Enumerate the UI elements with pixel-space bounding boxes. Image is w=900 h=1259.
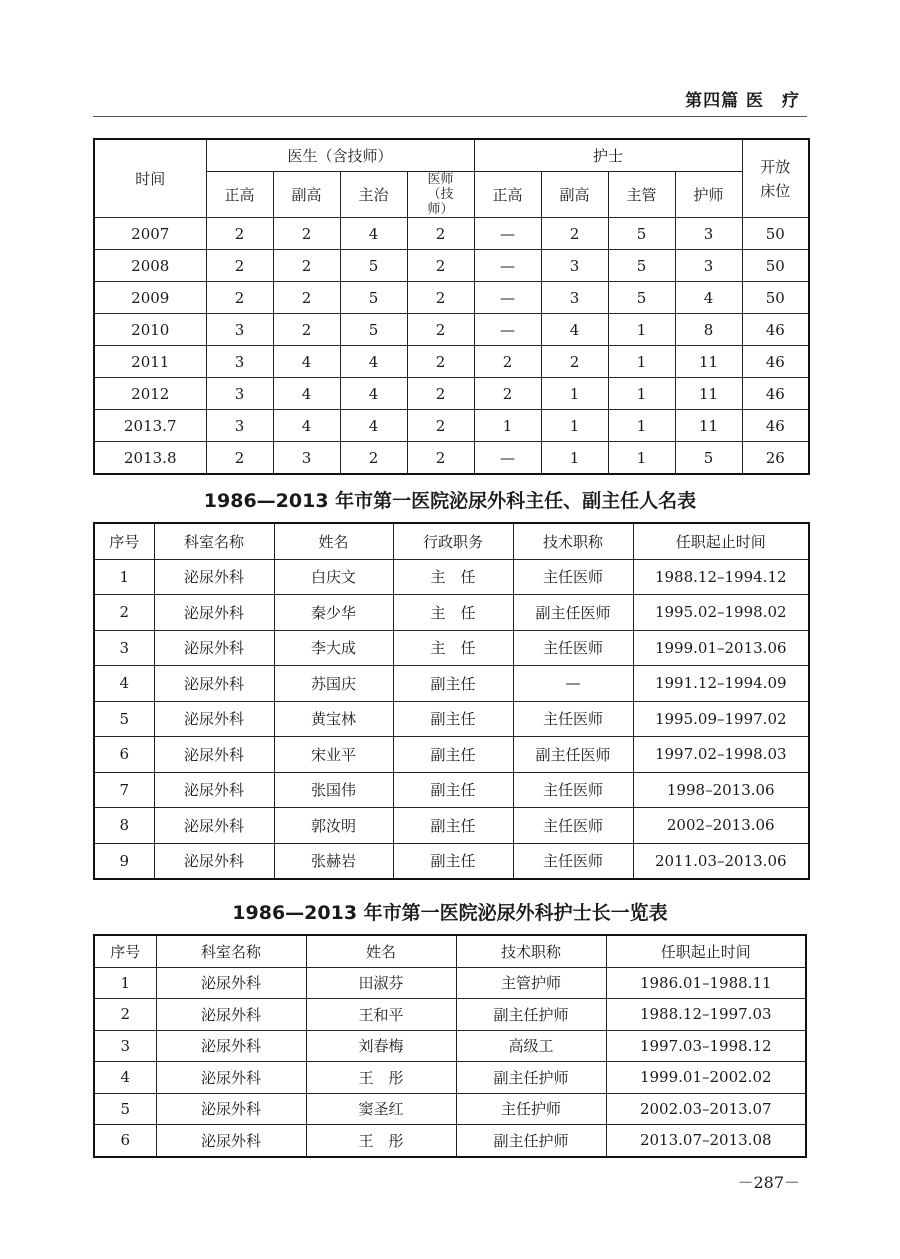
table-cell: 2 (407, 314, 474, 346)
staff-count-table (93, 138, 810, 475)
column-header: 任职起止时间 (606, 935, 806, 967)
table-cell: 3 (541, 282, 608, 314)
table-cell: 50 (742, 282, 809, 314)
table-cell: 2 (541, 218, 608, 250)
table-cell: 1986.01–1988.11 (606, 967, 806, 999)
table-cell: 泌尿外科 (156, 967, 306, 999)
table-cell: 2013.7 (94, 410, 206, 442)
table-cell: — (474, 218, 541, 250)
table-cell: 泌尿外科 (156, 1125, 306, 1157)
table-cell: 主 任 (393, 630, 513, 666)
table-cell: 泌尿外科 (154, 666, 274, 702)
table-cell: 泌尿外科 (154, 630, 274, 666)
table-cell: 1 (541, 410, 608, 442)
table-cell: 1999.01–2002.02 (606, 1062, 806, 1094)
table-cell: 1 (474, 410, 541, 442)
table-cell: 王和平 (306, 999, 456, 1031)
head-nurse-table (93, 934, 807, 1158)
table-cell: 1998–2013.06 (633, 772, 809, 808)
table-cell: 泌尿外科 (156, 999, 306, 1031)
table-cell: 3 (206, 378, 273, 410)
table-cell: 2011.03–2013.06 (633, 843, 809, 879)
column-header: 姓名 (306, 935, 456, 967)
table-cell: 4 (340, 218, 407, 250)
table-cell: 张赫岩 (274, 843, 393, 879)
table-cell: 副主任 (393, 808, 513, 844)
column-header: 任职起止时间 (633, 523, 809, 559)
table-cell: 4 (340, 410, 407, 442)
table-cell: 郭汝明 (274, 808, 393, 844)
table-row (94, 1062, 806, 1094)
table-cell: 4 (541, 314, 608, 346)
table-cell: 2008 (94, 250, 206, 282)
table-cell: 泌尿外科 (156, 1030, 306, 1062)
table-cell: 5 (608, 218, 675, 250)
column-header: 技术职称 (456, 935, 606, 967)
table-cell: 46 (742, 314, 809, 346)
header-doctor-col: 正高 (206, 172, 273, 218)
table-cell: 4 (340, 346, 407, 378)
table-cell: 副主任 (393, 772, 513, 808)
header-beds-label: 开放床位 (760, 157, 791, 200)
table-cell: 王 彤 (306, 1062, 456, 1094)
table-cell: — (474, 314, 541, 346)
header-rule (93, 116, 807, 117)
header-nurse-col: 主管 (608, 172, 675, 218)
table-cell: 7 (94, 772, 154, 808)
table-cell: 2 (407, 346, 474, 378)
table-cell: 主任医师 (513, 808, 633, 844)
table-cell: 泌尿外科 (154, 808, 274, 844)
table-cell: — (474, 250, 541, 282)
table-cell: 3 (273, 442, 340, 475)
table-cell: 副主任 (393, 666, 513, 702)
table-row (94, 1093, 806, 1125)
table-cell: 副主任 (393, 737, 513, 773)
table-cell: — (474, 442, 541, 475)
table-cell: 2007 (94, 218, 206, 250)
table-row (94, 999, 806, 1031)
table-cell: 46 (742, 346, 809, 378)
table-cell: 8 (94, 808, 154, 844)
table-row (94, 737, 809, 773)
table-cell: 11 (675, 346, 742, 378)
table-cell: 副主任医师 (513, 737, 633, 773)
table-cell: 5 (340, 282, 407, 314)
table-cell: 5 (608, 282, 675, 314)
table-row (94, 630, 809, 666)
table-row (94, 314, 809, 346)
table-cell: 1995.02–1998.02 (633, 595, 809, 631)
table-row (94, 595, 809, 631)
table-cell: 2009 (94, 282, 206, 314)
table-cell: 泌尿外科 (154, 701, 274, 737)
table-cell: 1988.12–1997.03 (606, 999, 806, 1031)
table-cell: 1 (541, 378, 608, 410)
table-cell: 46 (742, 378, 809, 410)
table-cell: 张国伟 (274, 772, 393, 808)
table-cell: 2 (474, 378, 541, 410)
table-cell: 3 (206, 410, 273, 442)
table-cell: 4 (273, 346, 340, 378)
table-cell: 白庆文 (274, 559, 393, 595)
table-cell: 田淑芬 (306, 967, 456, 999)
header-doctor-col: 主治 (340, 172, 407, 218)
table-cell: 2011 (94, 346, 206, 378)
table-cell: 5 (675, 442, 742, 475)
table-cell: 王 彤 (306, 1125, 456, 1157)
table-cell: 2012 (94, 378, 206, 410)
table-cell: 1999.01–2013.06 (633, 630, 809, 666)
table-cell: 4 (94, 666, 154, 702)
header-doctor-col: 副高 (273, 172, 340, 218)
table-cell: 2013.8 (94, 442, 206, 475)
table-cell: 1 (608, 442, 675, 475)
table-cell: 6 (94, 737, 154, 773)
table-cell: 泌尿外科 (154, 737, 274, 773)
table-cell: 1 (608, 378, 675, 410)
table-cell: 泌尿外科 (154, 843, 274, 879)
table-row (94, 250, 809, 282)
table-cell: 2 (94, 999, 156, 1031)
table-cell: 副主任护师 (456, 1125, 606, 1157)
table-cell: 2002–2013.06 (633, 808, 809, 844)
table-cell: 2 (340, 442, 407, 475)
table-cell: 4 (675, 282, 742, 314)
table-cell: 2002.03–2013.07 (606, 1093, 806, 1125)
table-cell: 1995.09–1997.02 (633, 701, 809, 737)
table-cell: 8 (675, 314, 742, 346)
table-cell: 主任医师 (513, 843, 633, 879)
table-cell: 2 (273, 282, 340, 314)
table-cell: 1 (541, 442, 608, 475)
table-cell: 46 (742, 410, 809, 442)
header-doctor-col-label: 医师（技师） (427, 172, 454, 217)
table-cell: 3 (675, 218, 742, 250)
header-nurse-col: 副高 (541, 172, 608, 218)
table-row (94, 1125, 806, 1157)
table-cell: 2 (407, 410, 474, 442)
header-nurse-col: 护师 (675, 172, 742, 218)
table-cell: 5 (340, 250, 407, 282)
table-cell: 2 (407, 282, 474, 314)
table-cell: 主任医师 (513, 559, 633, 595)
table-cell: 1 (608, 410, 675, 442)
table-row (94, 666, 809, 702)
table-cell: 2 (94, 595, 154, 631)
table-cell: 2 (206, 442, 273, 475)
table-cell: — (513, 666, 633, 702)
header-doctor-group: 医生（含技师） (206, 139, 474, 172)
table-cell: 泌尿外科 (156, 1062, 306, 1094)
table-cell: 高级工 (456, 1030, 606, 1062)
table-cell: 2 (407, 250, 474, 282)
table-cell: 2 (474, 346, 541, 378)
table-cell: 黄宝林 (274, 701, 393, 737)
table-row (94, 378, 809, 410)
table-cell: 4 (273, 410, 340, 442)
table-cell: 泌尿外科 (156, 1093, 306, 1125)
table-cell: 副主任护师 (456, 1062, 606, 1094)
table-cell: 2 (273, 314, 340, 346)
table-cell: 副主任 (393, 701, 513, 737)
table-cell: 副主任 (393, 843, 513, 879)
table-row (94, 843, 809, 879)
table-cell: 窦圣红 (306, 1093, 456, 1125)
table-cell: 5 (94, 1093, 156, 1125)
table-cell: 主任医师 (513, 701, 633, 737)
table-cell: 1 (608, 346, 675, 378)
director-table-caption: 1986—2013 年市第一医院泌尿外科主任、副主任人名表 (203, 490, 697, 512)
table-cell: — (474, 282, 541, 314)
column-header: 科室名称 (156, 935, 306, 967)
staff-count-body (94, 218, 809, 475)
table-cell: 2 (407, 218, 474, 250)
table-cell: 11 (675, 378, 742, 410)
table-cell: 主任医师 (513, 772, 633, 808)
table-row (94, 410, 809, 442)
column-header: 技术职称 (513, 523, 633, 559)
table-cell: 9 (94, 843, 154, 879)
table-row (94, 346, 809, 378)
table-cell: 5 (608, 250, 675, 282)
nurse-body (94, 967, 806, 1157)
table-cell: 2010 (94, 314, 206, 346)
table-cell: 26 (742, 442, 809, 475)
table-cell: 副主任护师 (456, 999, 606, 1031)
table-cell: 2 (273, 250, 340, 282)
table-cell: 6 (94, 1125, 156, 1157)
table-cell: 3 (206, 314, 273, 346)
table-cell: 2 (206, 250, 273, 282)
column-header: 科室名称 (154, 523, 274, 559)
table-cell: 1 (94, 559, 154, 595)
column-header: 姓名 (274, 523, 393, 559)
table-row (94, 442, 809, 475)
table-cell: 主管护师 (456, 967, 606, 999)
table-cell: 1997.03–1998.12 (606, 1030, 806, 1062)
table-cell: 2013.07–2013.08 (606, 1125, 806, 1157)
table-row (94, 282, 809, 314)
table-cell: 2 (541, 346, 608, 378)
header-nurse-col: 正高 (474, 172, 541, 218)
table-cell: 3 (675, 250, 742, 282)
table-cell: 刘春梅 (306, 1030, 456, 1062)
table-cell: 苏国庆 (274, 666, 393, 702)
table-row (94, 1030, 806, 1062)
table-cell: 2 (407, 442, 474, 475)
table-cell: 50 (742, 218, 809, 250)
header-beds (742, 139, 809, 218)
table-cell: 泌尿外科 (154, 595, 274, 631)
director-header-row (94, 523, 809, 559)
column-header: 序号 (94, 523, 154, 559)
table-cell: 秦少华 (274, 595, 393, 631)
table-cell: 4 (94, 1062, 156, 1094)
table-cell: 50 (742, 250, 809, 282)
table-cell: 2 (206, 282, 273, 314)
nurse-table-caption: 1986—2013 年市第一医院泌尿外科护士长一览表 (232, 902, 668, 924)
table-cell: 3 (541, 250, 608, 282)
table-cell: 泌尿外科 (154, 772, 274, 808)
table-cell: 2 (273, 218, 340, 250)
table-cell: 5 (340, 314, 407, 346)
table-cell: 1988.12–1994.12 (633, 559, 809, 595)
table-cell: 1997.02–1998.03 (633, 737, 809, 773)
chapter-header: 第四篇 医 疗 (685, 91, 800, 111)
table-cell: 3 (94, 1030, 156, 1062)
table-cell: 2 (407, 378, 474, 410)
table-cell: 4 (273, 378, 340, 410)
header-nurse-group: 护士 (474, 139, 742, 172)
table-cell: 主任医师 (513, 630, 633, 666)
table-cell: 4 (340, 378, 407, 410)
table-cell: 1991.12–1994.09 (633, 666, 809, 702)
table-row (94, 808, 809, 844)
nurse-header-row (94, 935, 806, 967)
table-cell: 泌尿外科 (154, 559, 274, 595)
table-cell: 主 任 (393, 595, 513, 631)
table-row (94, 772, 809, 808)
table-cell: 3 (94, 630, 154, 666)
table-cell: 李大成 (274, 630, 393, 666)
header-time: 时间 (94, 139, 206, 218)
table-cell: 主任护师 (456, 1093, 606, 1125)
table-row (94, 701, 809, 737)
table-cell: 宋业平 (274, 737, 393, 773)
column-header: 行政职务 (393, 523, 513, 559)
director-body (94, 559, 809, 879)
table-row (94, 967, 806, 999)
header-doctor-col (407, 172, 474, 218)
table-cell: 副主任医师 (513, 595, 633, 631)
page-number: －287－ (737, 1173, 800, 1192)
table-cell: 1 (608, 314, 675, 346)
table-cell: 11 (675, 410, 742, 442)
table-row (94, 218, 809, 250)
table-cell: 5 (94, 701, 154, 737)
table-cell: 3 (206, 346, 273, 378)
director-table (93, 522, 810, 880)
table-cell: 1 (94, 967, 156, 999)
table-cell: 主 任 (393, 559, 513, 595)
table-cell: 2 (206, 218, 273, 250)
table-row (94, 559, 809, 595)
column-header: 序号 (94, 935, 156, 967)
